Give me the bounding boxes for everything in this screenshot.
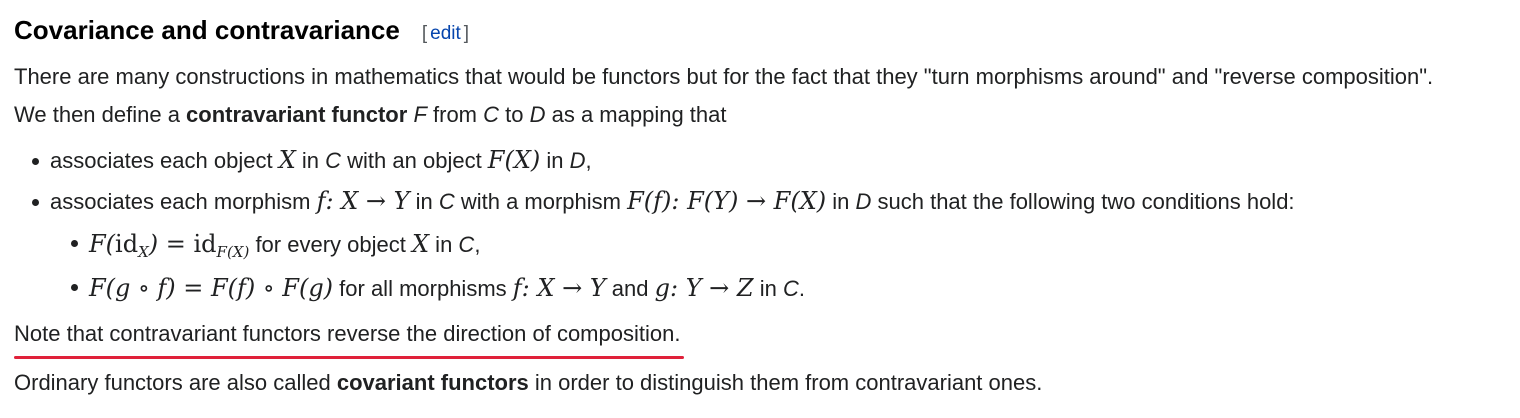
item-text: such that the following two conditions hold: — [871, 189, 1295, 214]
list-item — [32, 140, 1514, 181]
math-formula: F(f): F(Y) → F(X) — [627, 187, 827, 215]
note-text: Note that contravariant functors reverse the direction of composition. — [14, 321, 681, 346]
conditions-list — [50, 222, 1514, 310]
formula-part: ) = — [148, 230, 194, 258]
var-C: C — [782, 276, 799, 301]
item-text: associates each morphism — [50, 189, 317, 214]
var-D: D — [529, 102, 546, 127]
math-formula: f: X → Y — [512, 274, 606, 302]
var-C: C — [438, 189, 455, 214]
formula-part: id — [115, 230, 139, 258]
closing-text: Ordinary functors are also called — [14, 370, 337, 396]
item-text: in — [409, 189, 439, 214]
covariant-functors-term: covariant functors — [336, 370, 529, 396]
intro-text: from — [426, 102, 484, 127]
formula-part: F( — [89, 230, 116, 258]
intro-paragraph — [14, 58, 1514, 134]
var-D: D — [855, 189, 872, 214]
intro-line1: There are many constructions in mathematics that would be functors but for the fact that they "turn morphisms around" and "reverse composition". — [14, 64, 1434, 89]
closing-paragraph — [14, 366, 1514, 400]
section-title: Covariance and contravariance — [14, 15, 400, 45]
item-text: . — [798, 276, 805, 301]
item-text: , — [474, 232, 481, 257]
list-item — [71, 222, 1514, 266]
item-text: associates each object — [50, 148, 279, 173]
edit-bracket-open: [ — [421, 23, 428, 44]
math-formula: f: X → Y — [316, 187, 410, 215]
intro-text: as a mapping that — [545, 102, 727, 127]
formula-subscript: X — [138, 243, 149, 261]
var-C: C — [483, 102, 500, 127]
item-text: in — [540, 148, 570, 173]
list-item — [71, 266, 1514, 310]
math-formula: g: Y → Z — [654, 274, 754, 302]
edit-link[interactable]: edit — [430, 23, 461, 44]
item-text: , — [585, 148, 592, 173]
intro-text: to — [499, 102, 530, 127]
var-D: D — [569, 148, 586, 173]
contravariant-functor-term: contravariant functor — [186, 102, 408, 127]
note-sentence — [14, 317, 680, 351]
item-text: with an object — [341, 148, 488, 173]
item-text: in — [295, 148, 326, 173]
identity-formula — [89, 230, 250, 261]
intro-text: We then define a — [14, 102, 187, 127]
item-text: for all morphisms — [333, 276, 513, 301]
math-formula: F(X) — [487, 146, 541, 174]
item-text: in — [429, 232, 459, 257]
highlight-underline — [14, 356, 684, 359]
item-text: and — [605, 276, 655, 301]
math-formula: X — [278, 146, 296, 174]
formula-subscript: F(X) — [216, 243, 250, 261]
var-C: C — [458, 232, 475, 257]
item-text: in — [753, 276, 783, 301]
math-formula: X — [411, 230, 430, 258]
item-text: for every object — [249, 232, 412, 257]
closing-text: in order to distinguish them from contravariant ones. — [528, 370, 1043, 396]
item-text: with a morphism — [454, 189, 628, 214]
list-item — [32, 181, 1514, 310]
section-heading — [14, 8, 1514, 52]
article-section — [14, 8, 1514, 400]
var-F: F — [413, 102, 427, 127]
edit-bracket-close: ] — [463, 23, 470, 44]
formula-part: id — [193, 230, 217, 258]
definition-list — [14, 140, 1514, 310]
var-C: C — [325, 148, 342, 173]
composition-formula: F(g ∘ f) = F(f) ∘ F(g) — [89, 274, 334, 302]
item-text: in — [826, 189, 856, 214]
edit-section — [422, 18, 469, 50]
